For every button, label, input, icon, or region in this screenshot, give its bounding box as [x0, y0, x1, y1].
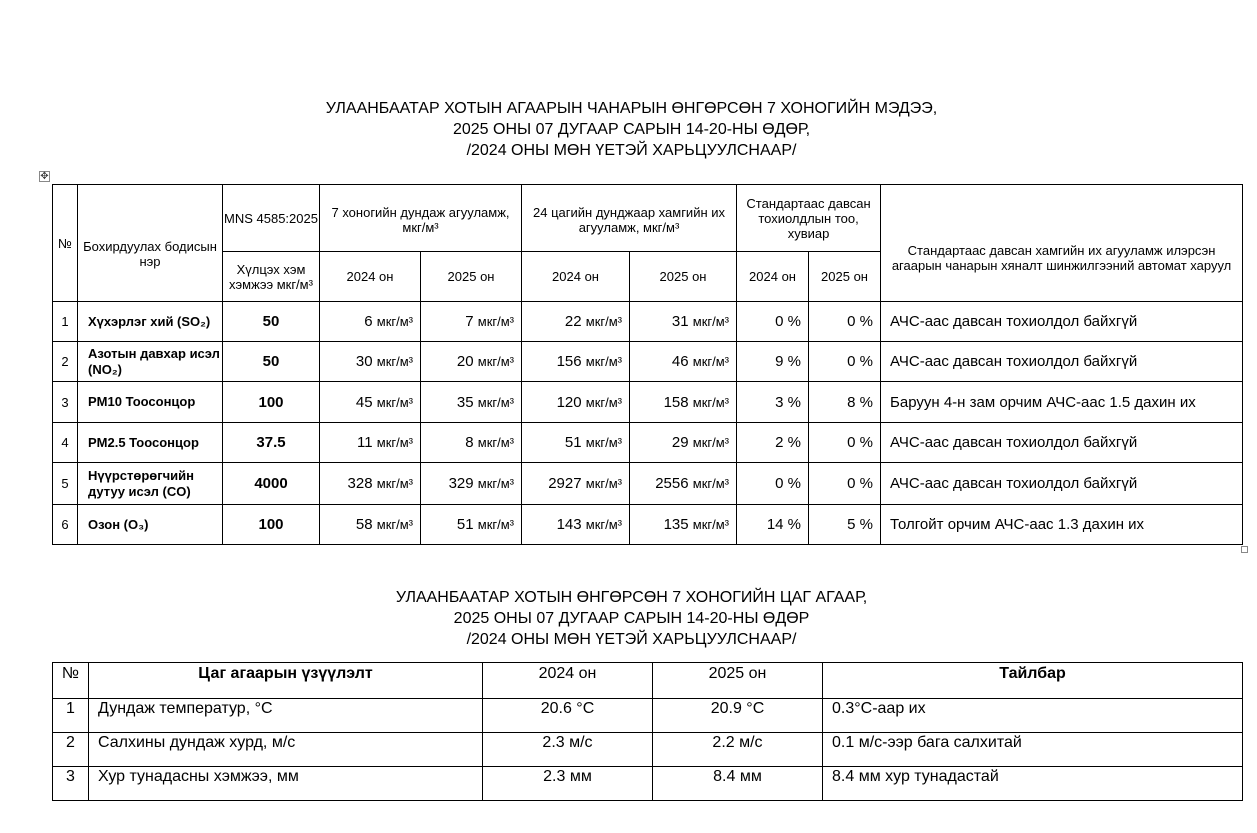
- air-quality-title-line3: /2024 ОНЫ МӨН ҮЕТЭЙ ХАРЬЦУУЛСНААР/: [466, 142, 797, 159]
- exceed-2025-value: 0 %: [809, 342, 881, 382]
- exceed-2024-value: 3 %: [737, 382, 809, 423]
- max-2025-value-number: 31: [671, 313, 689, 330]
- weather-note: 8.4 мм хур тунадастай: [823, 767, 1243, 801]
- exceed-2024-value: 9 %: [737, 342, 809, 382]
- max-2024-value: [522, 382, 630, 423]
- max-2025-value: [630, 505, 737, 545]
- pollutant-name: Озон (O₃): [78, 505, 223, 545]
- weather-value-2024: 20.6 °С: [483, 699, 653, 733]
- max-2025-value-number: 135: [663, 516, 689, 533]
- max-2024-value: [522, 302, 630, 342]
- exceed-2024-value: 0 %: [737, 463, 809, 505]
- weather-indicator: Салхины дундаж хурд, м/с: [89, 733, 483, 767]
- air-quality-rows: [53, 302, 1243, 545]
- unit-label: мкг/м³: [376, 435, 413, 450]
- unit-label: мкг/м³: [585, 314, 623, 329]
- avg-2024-value-number: 58: [355, 516, 373, 533]
- unit-label: мкг/м³: [376, 394, 413, 410]
- unit-label: мкг/м³: [477, 517, 515, 532]
- max-2024-value: [522, 505, 630, 545]
- unit-label: мкг/м³: [585, 476, 623, 491]
- header-avg-2025: 2025 он: [421, 252, 522, 302]
- weather-value-2025: 20.9 °С: [653, 699, 823, 733]
- weather-value-2025: 8.4 мм: [653, 767, 823, 801]
- air-quality-title-line2: 2025 ОНЫ 07 ДУГААР САРЫН 14-20-НЫ ӨДӨР,: [452, 121, 811, 138]
- row-number: 1: [53, 302, 78, 342]
- avg-2025-value-number: 8: [465, 434, 474, 451]
- max-2024-value-number: 156: [556, 353, 582, 370]
- unit-label: мкг/м³: [477, 314, 515, 329]
- avg-2024-value: [320, 342, 421, 382]
- header-pollutant: Бохирдуулах бодисын нэр: [78, 185, 223, 302]
- weather-title-line3: /2024 ОНЫ МӨН ҮЕТЭЙ ХАРЬЦУУЛСНААР/: [466, 631, 797, 648]
- pollutant-name: Хүхэрлэг хий (SO₂): [78, 302, 223, 342]
- max-2024-value: [522, 342, 630, 382]
- unit-label: мкг/м³: [692, 314, 730, 329]
- weather-header-indicator: Цаг агаарын үзүүлэлт: [89, 663, 483, 699]
- max-2025-value-number: 158: [663, 393, 689, 411]
- avg-2025-value: [421, 382, 522, 423]
- exceed-2025-value: 0 %: [809, 463, 881, 505]
- air-quality-title-line1: УЛААНБААТАР ХОТЫН АГААРЫН ЧАНАРЫН ӨНГӨРСӨН 7 ХОНОГИЙН МЭДЭЭ,: [325, 100, 938, 117]
- weather-header-note: Тайлбар: [823, 663, 1243, 699]
- table-resize-handle-icon[interactable]: [1241, 546, 1248, 553]
- unit-label: мкг/м³: [692, 476, 730, 491]
- avg-2024-value: [320, 382, 421, 423]
- unit-label: мкг/м³: [692, 354, 730, 369]
- pollutant-name: PM2.5 Тоосонцор: [78, 423, 223, 463]
- weather-value-2024: 2.3 м/с: [483, 733, 653, 767]
- avg-2024-value-number: 11: [357, 434, 373, 451]
- weather-header-no: №: [53, 663, 89, 699]
- unit-label: мкг/м³: [477, 354, 515, 369]
- limit-value: 4000: [223, 463, 320, 505]
- avg-2025-value: [421, 342, 522, 382]
- header-avg-2024: 2024 он: [320, 252, 421, 302]
- weather-title-line2: 2025 ОНЫ 07 ДУГААР САРЫН 14-20-НЫ ӨДӨР: [453, 610, 810, 627]
- unit-label: мкг/м³: [585, 435, 623, 450]
- air-quality-row: [53, 302, 1243, 342]
- row-number: 4: [53, 423, 78, 463]
- max-2024-value-number: 51: [564, 434, 582, 451]
- exceed-2025-value: 0 %: [809, 423, 881, 463]
- max-2025-value: [630, 382, 737, 423]
- unit-label: мкг/м³: [585, 517, 623, 532]
- max-2024-value-number: 143: [556, 516, 582, 533]
- max-2025-value-number: 46: [671, 353, 689, 370]
- air-quality-row: [53, 423, 1243, 463]
- header-avg7: 7 хоногийн дундаж агууламж, мкг/м³: [320, 185, 522, 252]
- weather-title: [3, 587, 1257, 650]
- weather-row-number: 1: [53, 699, 89, 733]
- air-quality-row: [53, 382, 1243, 423]
- station-note: АЧС-аас давсан тохиолдол байхгүй: [881, 463, 1243, 505]
- exceed-2024-value: 0 %: [737, 302, 809, 342]
- header-station: Стандартаас давсан хамгийн их агууламж илэрсэн агаарын чанарын хяналт шинжилгээний автомат харуул: [881, 185, 1243, 302]
- weather-header-2025: 2025 он: [653, 663, 823, 699]
- row-number: 3: [53, 382, 78, 423]
- unit-label: мкг/м³: [376, 517, 413, 532]
- avg-2024-value-number: 328: [347, 475, 373, 492]
- station-note: АЧС-аас давсан тохиолдол байхгүй: [881, 423, 1243, 463]
- pollutant-name: PM10 Тоосонцор: [78, 382, 223, 423]
- limit-value: 37.5: [223, 423, 320, 463]
- unit-label: мкг/м³: [376, 354, 413, 369]
- max-2024-value-number: 120: [556, 393, 582, 411]
- station-note: Баруун 4-н зам орчим АЧС-аас 1.5 дахин их: [881, 382, 1243, 423]
- avg-2025-value-number: 35: [456, 393, 474, 411]
- avg-2025-value: [421, 463, 522, 505]
- air-quality-row: [53, 505, 1243, 545]
- weather-table: [52, 662, 1243, 801]
- unit-label: мкг/м³: [477, 435, 515, 450]
- weather-value-2024: 2.3 мм: [483, 767, 653, 801]
- weather-row: [53, 733, 1243, 767]
- exceed-2025-value: 5 %: [809, 505, 881, 545]
- limit-value: 100: [223, 505, 320, 545]
- unit-label: мкг/м³: [376, 476, 413, 491]
- limit-value: 100: [223, 382, 320, 423]
- unit-label: мкг/м³: [692, 435, 730, 450]
- pollutant-name: Нүүрстөрөгчийн дутуу исэл (CO): [78, 463, 223, 505]
- max-2025-value: [630, 342, 737, 382]
- unit-label: мкг/м³: [376, 314, 413, 329]
- exceed-2025-value: 8 %: [809, 382, 881, 423]
- limit-value: 50: [223, 302, 320, 342]
- max-2025-value: [630, 302, 737, 342]
- header-exceed: Стандартаас давсан тохиолдлын тоо, хувиар: [737, 185, 881, 252]
- avg-2025-value: [421, 302, 522, 342]
- weather-row-number: 2: [53, 733, 89, 767]
- air-quality-row: [53, 342, 1243, 382]
- row-number: 5: [53, 463, 78, 505]
- weather-note: 0.1 м/с-ээр бага салхитай: [823, 733, 1243, 767]
- avg-2024-value-number: 30: [355, 353, 373, 370]
- avg-2025-value: [421, 505, 522, 545]
- header-limit: Хүлцэх хэм хэмжээ мкг/м³: [223, 252, 320, 302]
- max-2025-value-number: 2556: [655, 475, 689, 492]
- avg-2024-value-number: 6: [364, 313, 373, 330]
- unit-label: мкг/м³: [477, 476, 515, 491]
- header-max-2024: 2024 он: [522, 252, 630, 302]
- avg-2024-value: [320, 463, 421, 505]
- station-note: АЧС-аас давсан тохиолдол байхгүй: [881, 302, 1243, 342]
- max-2025-value: [630, 423, 737, 463]
- avg-2024-value: [320, 302, 421, 342]
- avg-2025-value-number: 7: [465, 313, 474, 330]
- unit-label: мкг/м³: [692, 394, 730, 410]
- unit-label: мкг/м³: [585, 394, 623, 410]
- weather-rows: [53, 699, 1243, 801]
- row-number: 6: [53, 505, 78, 545]
- pollutant-name: Азотын давхар исэл (NO₂): [78, 342, 223, 382]
- avg-2025-value-number: 329: [448, 475, 474, 492]
- unit-label: мкг/м³: [692, 517, 730, 532]
- max-2025-value-number: 29: [671, 434, 689, 451]
- weather-title-line1: УЛААНБААТАР ХОТЫН ӨНГӨРСӨН 7 ХОНОГИЙН ЦАГ АГААР,: [395, 589, 868, 606]
- avg-2024-value-number: 45: [355, 393, 373, 411]
- max-2024-value-number: 22: [564, 313, 582, 330]
- header-no: №: [53, 185, 78, 302]
- header-ex-2024: 2024 он: [737, 252, 809, 302]
- header-max24: 24 цагийн дунджаар хамгийн их агууламж, мкг/м³: [522, 185, 737, 252]
- avg-2024-value: [320, 505, 421, 545]
- exceed-2024-value: 2 %: [737, 423, 809, 463]
- avg-2025-value-number: 51: [456, 516, 474, 533]
- row-number: 2: [53, 342, 78, 382]
- weather-indicator: Хур тунадасны хэмжээ, мм: [89, 767, 483, 801]
- air-quality-title: [3, 98, 1257, 161]
- weather-note: 0.3°С-аар их: [823, 699, 1243, 733]
- weather-value-2025: 2.2 м/с: [653, 733, 823, 767]
- station-note: АЧС-аас давсан тохиолдол байхгүй: [881, 342, 1243, 382]
- max-2024-value: [522, 463, 630, 505]
- air-quality-table: [52, 184, 1243, 545]
- avg-2025-value: [421, 423, 522, 463]
- header-ex-2025: 2025 он: [809, 252, 881, 302]
- unit-label: мкг/м³: [585, 354, 623, 369]
- max-2025-value: [630, 463, 737, 505]
- weather-header-2024: 2024 он: [483, 663, 653, 699]
- exceed-2024-value: 14 %: [737, 505, 809, 545]
- limit-value: 50: [223, 342, 320, 382]
- weather-row: [53, 699, 1243, 733]
- unit-label: мкг/м³: [477, 394, 515, 410]
- weather-row: [53, 767, 1243, 801]
- header-mns: MNS 4585:2025: [223, 185, 320, 252]
- avg-2024-value: [320, 423, 421, 463]
- exceed-2025-value: 0 %: [809, 302, 881, 342]
- table-move-handle-icon[interactable]: ✥: [40, 171, 49, 182]
- weather-row-number: 3: [53, 767, 89, 801]
- max-2024-value-number: 2927: [548, 475, 582, 492]
- weather-indicator: Дундаж температур, °С: [89, 699, 483, 733]
- header-max-2025: 2025 он: [630, 252, 737, 302]
- air-quality-row: [53, 463, 1243, 505]
- max-2024-value: [522, 423, 630, 463]
- station-note: Толгойт орчим АЧС-аас 1.3 дахин их: [881, 505, 1243, 545]
- avg-2025-value-number: 20: [456, 353, 474, 370]
